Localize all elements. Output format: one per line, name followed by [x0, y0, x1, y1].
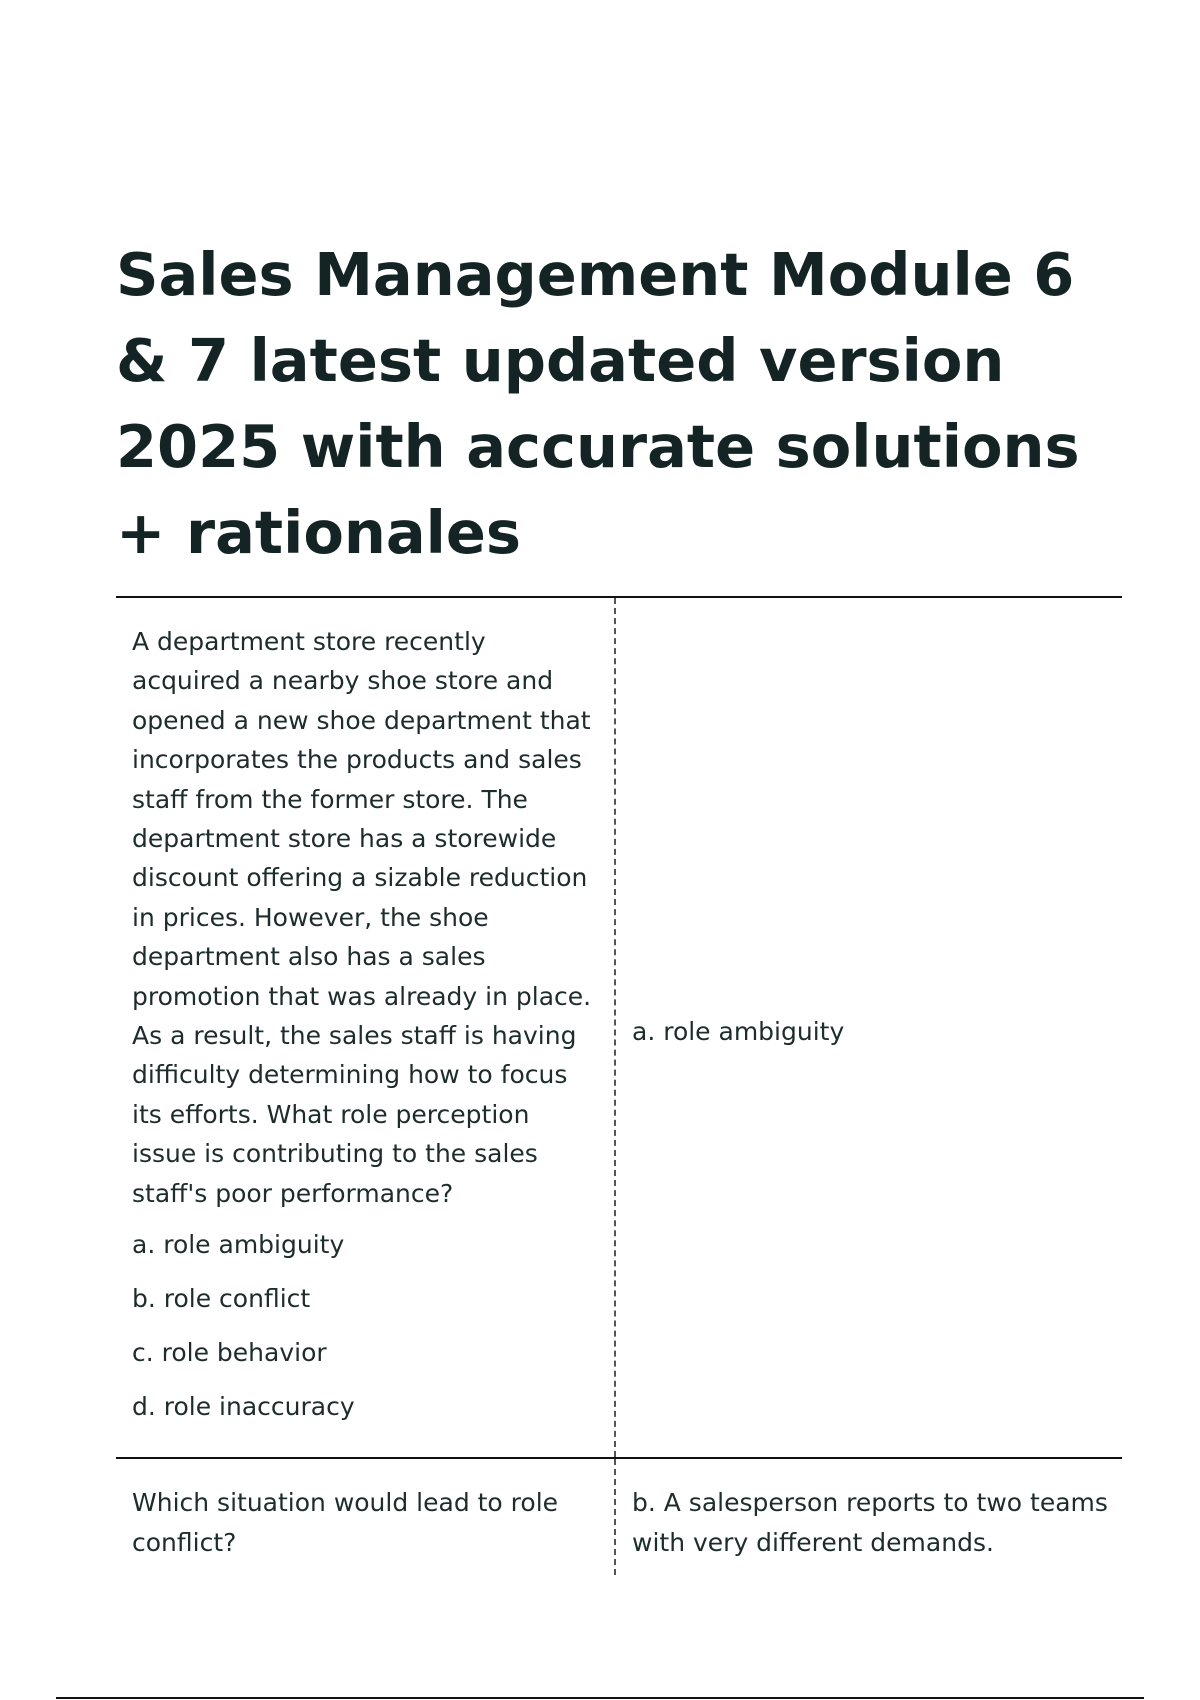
option-b: b. role conflict [132, 1284, 311, 1314]
option-a: a. role ambiguity [132, 1230, 345, 1260]
question-text: A department store recently acquired a nearby shoe store and opened a new shoe department that incorporates the products and sales staff from the former store. The department store has a storewide discount offering a sizable reduction in prices. However, the shoe department also has a sales promotion that was already in place. As a result, the sales staff is having difficulty determining how to focus its efforts. What role perception issue is contributing to the sales staff's poor performance? [132, 627, 592, 1208]
question-text: Which situation would lead to role conflict? [132, 1488, 559, 1557]
flashcard-row [116, 598, 1122, 1459]
option-c: c. role behavior [132, 1338, 327, 1368]
footer-divider [56, 1697, 1144, 1699]
document-title: Sales Management Module 6 & 7 latest updated version 2025 with accurate solutions + rationales [116, 240, 1080, 567]
answer-text: a. role ambiguity [632, 1016, 845, 1046]
flashcard-row [116, 1459, 1122, 1578]
flashcard-table [116, 596, 1122, 1578]
answer-cell [616, 598, 1122, 1457]
option-d: d. role inaccuracy [132, 1392, 355, 1422]
question-cell [116, 598, 616, 1457]
answer-cell [616, 1459, 1122, 1578]
answer-text: b. A salesperson reports to two teams with very different demands. [632, 1488, 1108, 1557]
answer-options [132, 1225, 600, 1427]
question-cell [116, 1459, 616, 1575]
